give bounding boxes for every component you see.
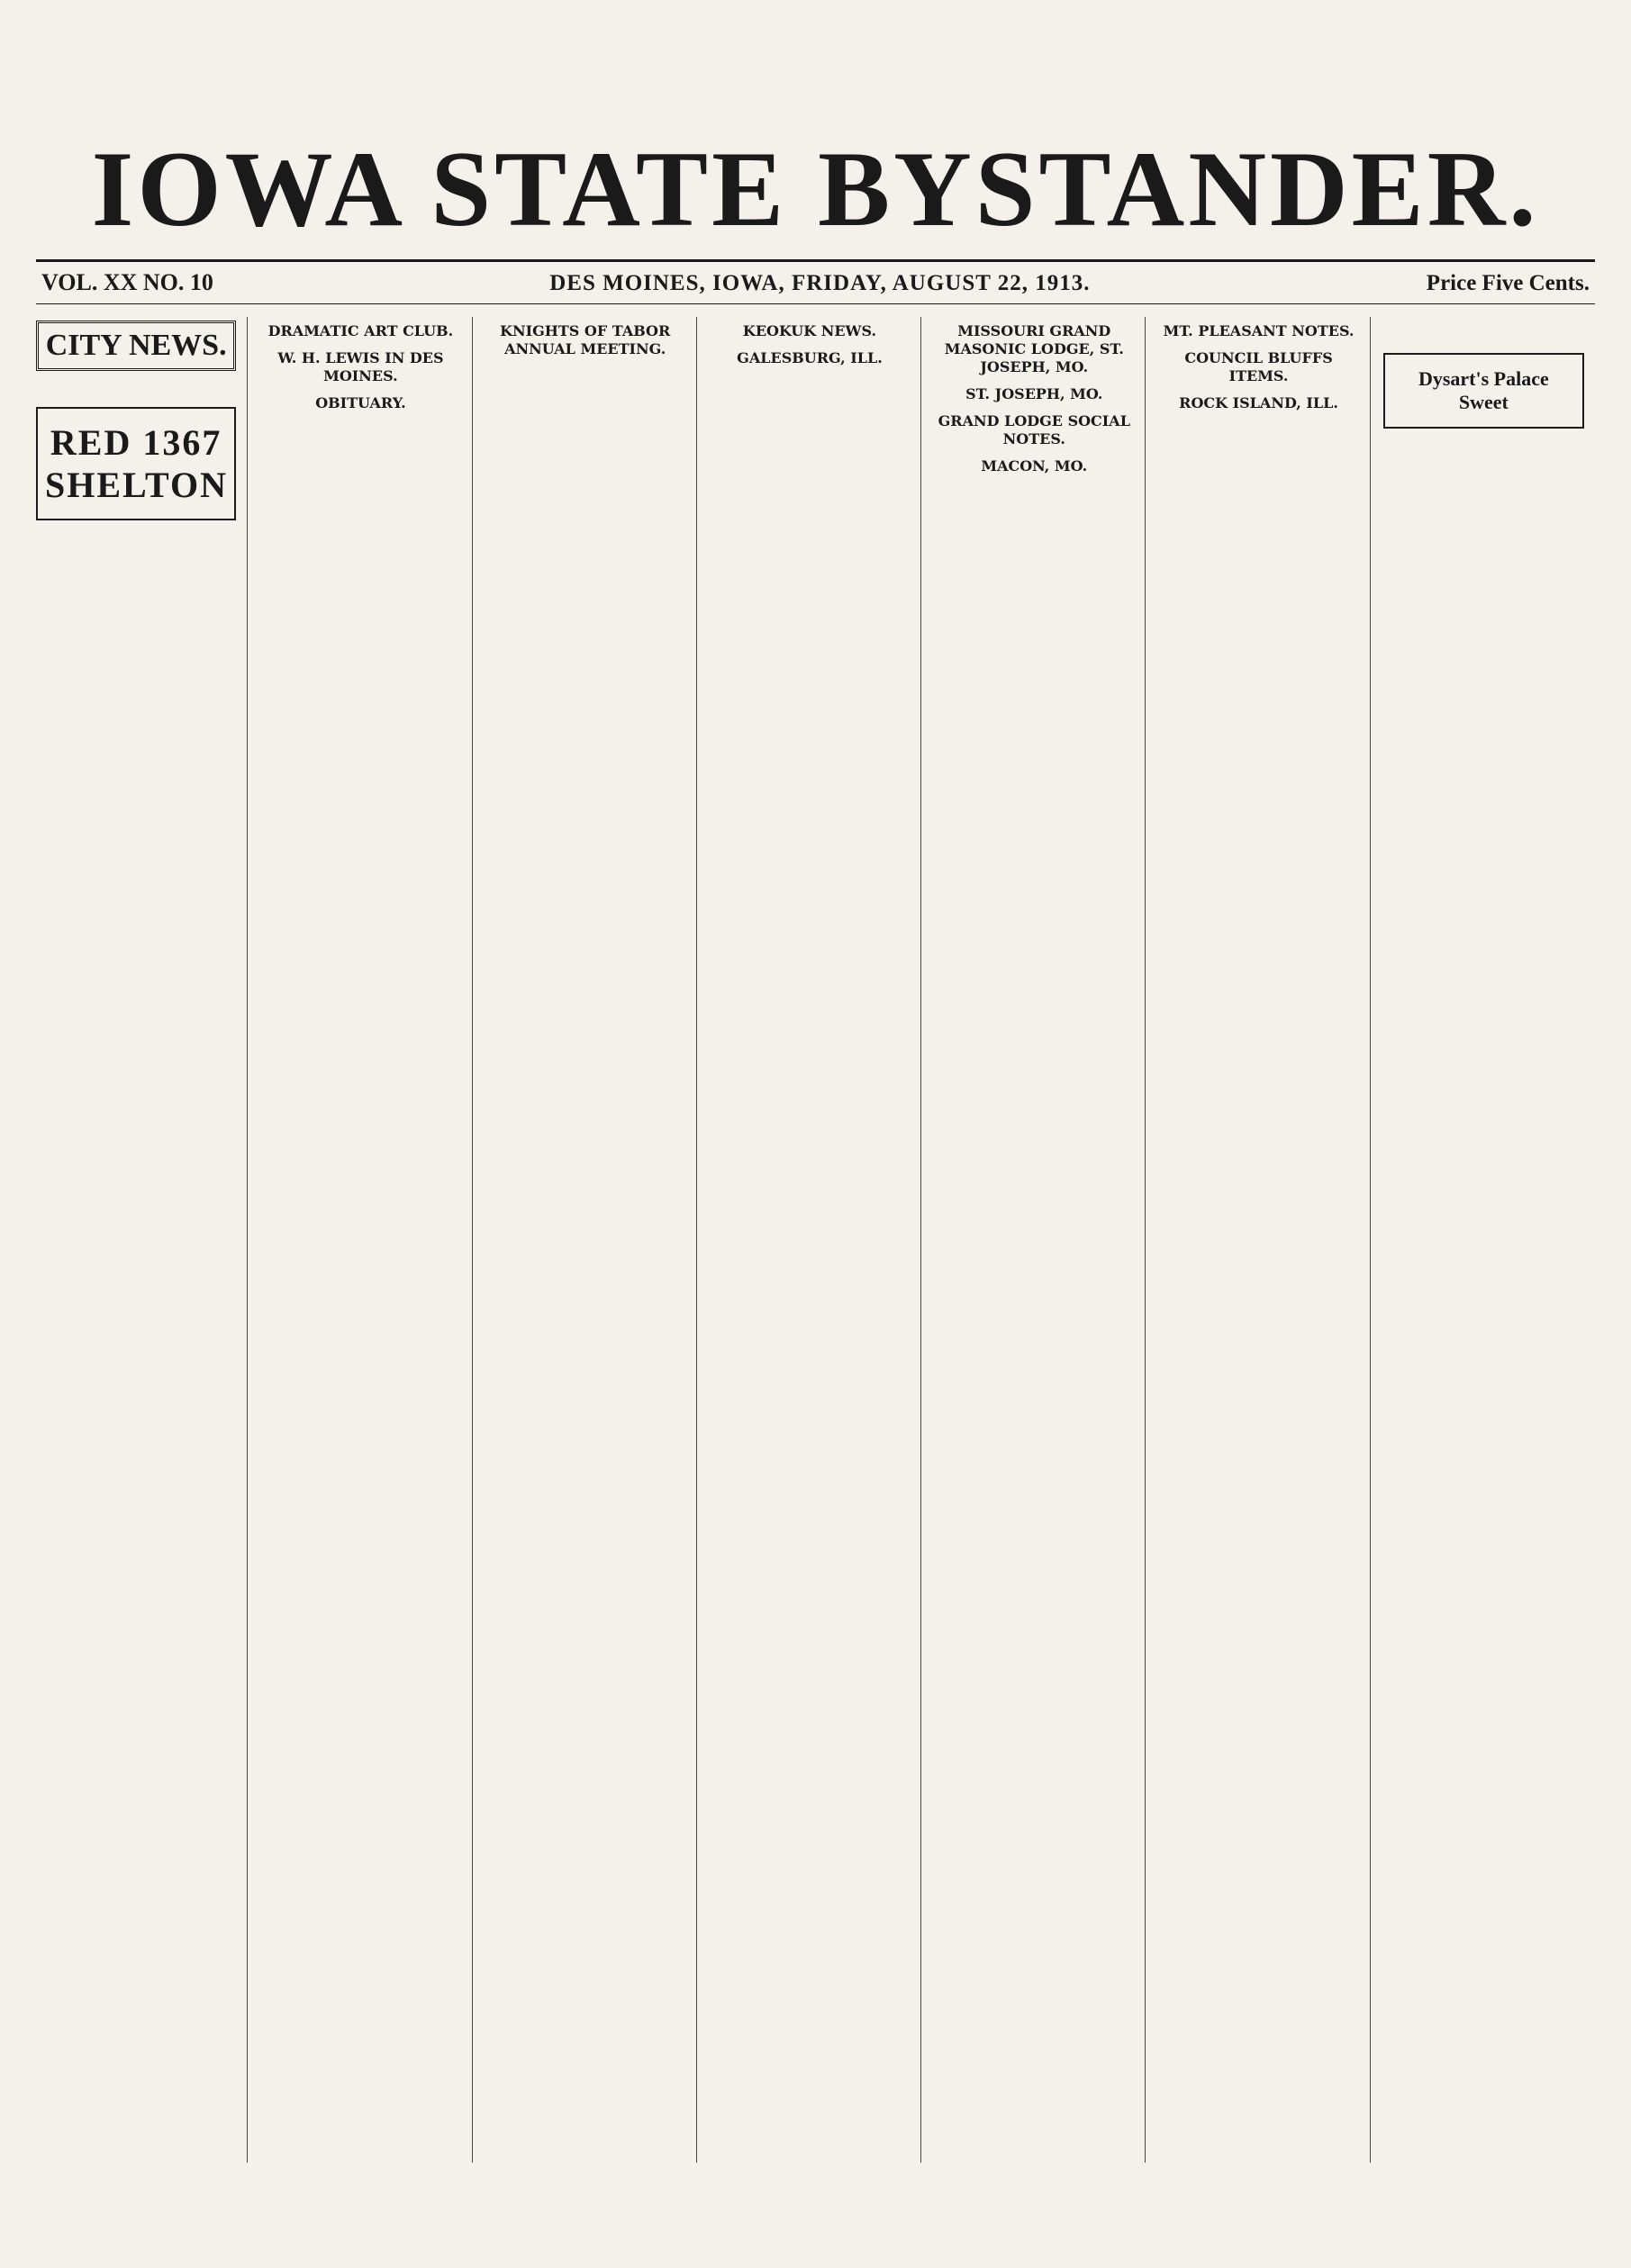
issue-date: DES MOINES, IOWA, FRIDAY, AUGUST 22, 1913. (549, 271, 1091, 295)
council-bluffs-heading: COUNCIL BLUFFS ITEMS. (1184, 349, 1333, 384)
lewis-heading: W. H. LEWIS IN DES MOINES. (277, 349, 444, 384)
dysart-name: Dysart's Palace Sweet (1418, 367, 1549, 413)
dysart-ad (1383, 353, 1584, 429)
column-2 (260, 317, 472, 2163)
mt-pleasant-heading: MT. PLEASANT NOTES. (1163, 322, 1355, 339)
volume-number: VOL. XX NO. 10 (41, 269, 213, 295)
shelton-name: SHELTON (45, 465, 229, 505)
st-joseph-heading: ST. JOSEPH, MO. (965, 385, 1103, 402)
grand-lodge-notes-heading: GRAND LODGE SOCIAL NOTES. (938, 412, 1130, 447)
column-7 (1383, 317, 1595, 2163)
column-6 (1158, 317, 1370, 2163)
keokuk-news-heading: KEOKUK NEWS. (742, 322, 877, 339)
macon-heading: MACON, MO. (981, 457, 1088, 474)
column-1 (36, 317, 248, 2163)
column-5 (934, 317, 1146, 2163)
knights-of-tabor-heading: KNIGHTS OF TABOR ANNUAL MEETING. (500, 322, 671, 357)
masonic-lodge-heading: MISSOURI GRAND MASONIC LODGE, ST. JOSEPH, MO. (944, 322, 1124, 375)
shelton-ad (36, 407, 236, 520)
dramatic-art-club-heading: DRAMATIC ART CLUB. (267, 322, 454, 339)
galesburg-heading: GALESBURG, ILL. (737, 349, 883, 366)
dateline-bar (36, 269, 1595, 296)
column-3 (485, 317, 697, 2163)
issue-price: Price Five Cents. (1426, 271, 1590, 295)
obituary-heading: OBITUARY. (315, 394, 406, 411)
masthead-rule (36, 259, 1595, 262)
city-news-heading: CITY NEWS. (36, 321, 236, 371)
masthead (36, 129, 1595, 304)
newspaper-title: IOWA STATE BYSTANDER. (91, 129, 1540, 248)
shelton-phone: RED 1367 (50, 422, 222, 463)
column-4 (710, 317, 921, 2163)
dateline-rule (36, 303, 1595, 304)
rock-island-heading: ROCK ISLAND, ILL. (1179, 394, 1338, 411)
news-columns (36, 317, 1595, 2163)
